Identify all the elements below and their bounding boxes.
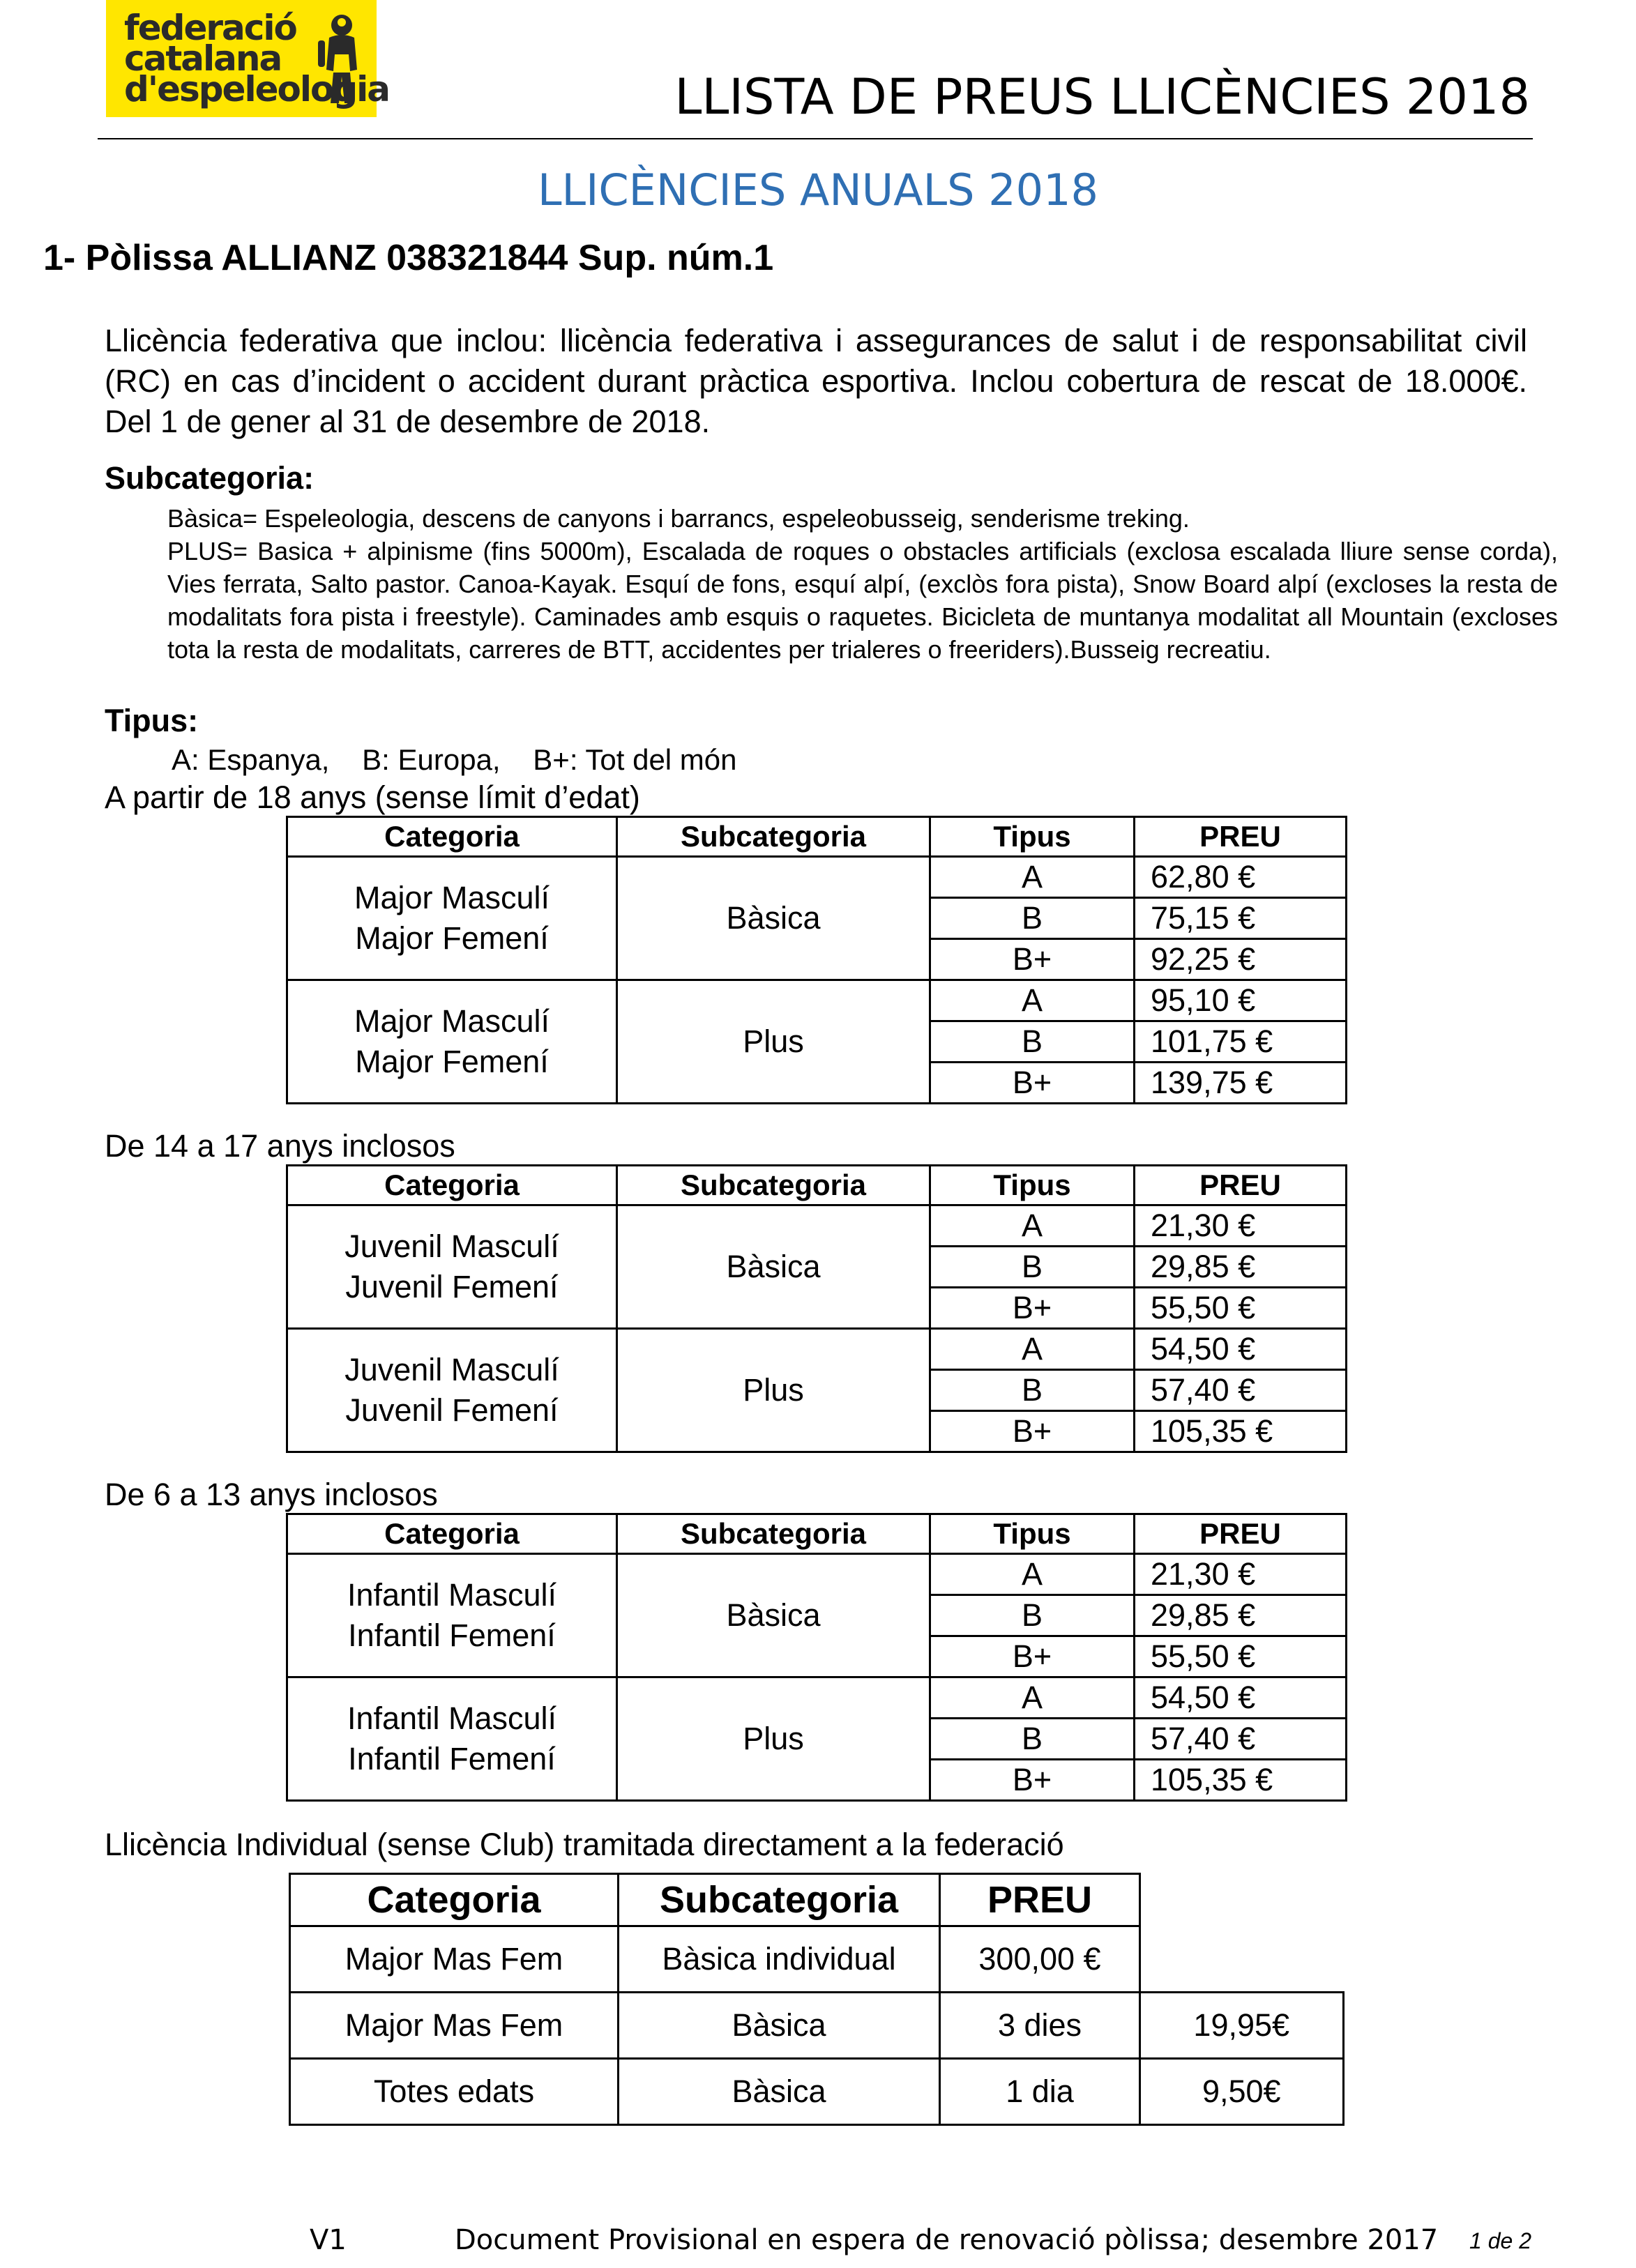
header-preu: PREU xyxy=(940,1874,1140,1926)
category-line-1: Juvenil Masculí xyxy=(344,1228,559,1264)
header-preu: PREU xyxy=(1135,1514,1347,1554)
category-cell xyxy=(287,980,617,1104)
header-categoria: Categoria xyxy=(287,1514,617,1554)
price-cell: 55,50 € xyxy=(1135,1288,1347,1329)
category-cell: Totes edats xyxy=(290,2059,619,2125)
age-range-youth: De 14 a 17 anys inclosos xyxy=(105,1128,455,1164)
individual-license-table xyxy=(289,1873,1345,2126)
type-cell: B xyxy=(930,1595,1135,1636)
price-table-youth xyxy=(286,1164,1347,1453)
category-cell xyxy=(287,1554,617,1677)
price-cell: 101,75 € xyxy=(1135,1021,1347,1063)
header-preu: PREU xyxy=(1135,817,1347,857)
category-line-1: Major Masculí xyxy=(354,880,550,915)
price-cell: 29,85 € xyxy=(1135,1595,1347,1636)
header-categoria: Categoria xyxy=(287,1166,617,1205)
price-cell: 21,30 € xyxy=(1135,1205,1347,1247)
price-cell: 21,30 € xyxy=(1135,1554,1347,1595)
table-row xyxy=(287,857,1347,898)
caver-figure-icon xyxy=(315,10,364,107)
price-cell: 19,95€ xyxy=(1140,1993,1344,2059)
header-categoria: Categoria xyxy=(287,817,617,857)
type-cell: B+ xyxy=(930,1760,1135,1801)
basic-description: Bàsica= Espeleologia, descens de canyons i barrancs, espeleobusseig, senderisme treking. xyxy=(167,504,1190,533)
category-cell xyxy=(287,1677,617,1801)
header-tipus: Tipus xyxy=(930,1514,1135,1554)
price-cell: 105,35 € xyxy=(1135,1760,1347,1801)
price-cell: 95,10 € xyxy=(1135,980,1347,1021)
price-cell: 300,00 € xyxy=(940,1926,1140,1993)
subcategory-cell: Plus xyxy=(617,1677,930,1801)
table-header-row xyxy=(290,1874,1344,1926)
subcategory-cell: Plus xyxy=(617,980,930,1104)
category-line-2: Infantil Femení xyxy=(348,1741,556,1776)
type-cell: A xyxy=(930,980,1135,1021)
type-cell: B+ xyxy=(930,939,1135,980)
intro-paragraph: Llicència federativa que inclou: llicència federativa i assegurances de salut i de responsabilitat civil (RC) en cas d’incident o accident durant pràctica esportiva. Inclou cobertura de rescat de 18.000€. Del 1 de gener al 31 de desembre de 2018. xyxy=(105,323,1527,439)
category-line-1: Juvenil Masculí xyxy=(344,1352,559,1387)
subcategory-cell: Bàsica xyxy=(617,1554,930,1677)
subcategory-cell: Bàsica xyxy=(617,857,930,980)
type-cell: B xyxy=(930,1719,1135,1760)
footer-note: Document Provisional en espera de renovació pòlissa; desembre 2017 xyxy=(455,2224,1439,2256)
subcategory-cell: Bàsica individual xyxy=(619,1926,940,1993)
table-row xyxy=(290,2059,1344,2125)
price-cell: 29,85 € xyxy=(1135,1247,1347,1288)
type-cell: B xyxy=(930,1247,1135,1288)
price-table-adult xyxy=(286,816,1347,1104)
table-row xyxy=(290,1993,1344,2059)
individual-license-lead: Llicència Individual (sense Club) tramitada directament a la federació xyxy=(105,1827,1064,1862)
logo-line-2: catalana xyxy=(124,38,282,79)
document-title: LLISTA DE PREUS LLICÈNCIES 2018 xyxy=(674,68,1530,125)
type-cell: B+ xyxy=(930,1063,1135,1104)
table-row xyxy=(290,1926,1344,1993)
price-cell: 55,50 € xyxy=(1135,1636,1347,1677)
category-cell xyxy=(287,857,617,980)
duration-cell: 3 dies xyxy=(940,1993,1140,2059)
subcategory-cell: Bàsica xyxy=(619,1993,940,2059)
price-cell: 105,35 € xyxy=(1135,1411,1347,1452)
price-cell: 139,75 € xyxy=(1135,1063,1347,1104)
header-subcategoria: Subcategoria xyxy=(617,1166,930,1205)
category-line-1: Major Masculí xyxy=(354,1003,550,1039)
section-title: LLICÈNCIES ANUALS 2018 xyxy=(537,165,1098,215)
policy-title: 1- Pòlissa ALLIANZ 038321844 Sup. núm.1 xyxy=(43,238,774,278)
empty-cell xyxy=(1140,1926,1344,1993)
table-header-row xyxy=(287,1166,1347,1205)
type-cell: A xyxy=(930,1677,1135,1719)
type-cell: B+ xyxy=(930,1411,1135,1452)
types-list-text: A: Espanya, B: Europa, B+: Tot del món xyxy=(172,743,737,776)
price-cell: 75,15 € xyxy=(1135,898,1347,939)
category-line-1: Infantil Masculí xyxy=(347,1700,557,1736)
header-subcategoria: Subcategoria xyxy=(619,1874,940,1926)
federation-logo xyxy=(106,0,390,117)
price-cell: 62,80 € xyxy=(1135,857,1347,898)
price-table-child xyxy=(286,1513,1347,1802)
type-cell: A xyxy=(930,857,1135,898)
price-cell: 54,50 € xyxy=(1135,1329,1347,1370)
subcategory-cell: Plus xyxy=(617,1329,930,1452)
category-cell xyxy=(287,1329,617,1452)
header-preu: PREU xyxy=(1135,1166,1347,1205)
header-subcategoria: Subcategoria xyxy=(617,1514,930,1554)
table-row xyxy=(287,1329,1347,1370)
header-categoria: Categoria xyxy=(290,1874,619,1926)
price-cell: 57,40 € xyxy=(1135,1719,1347,1760)
title-divider xyxy=(98,138,1533,139)
subcategory-cell: Bàsica xyxy=(617,1205,930,1329)
empty-header-cell xyxy=(1140,1874,1344,1926)
subcategory-heading: Subcategoria: xyxy=(105,460,315,496)
subcategory-cell: Bàsica xyxy=(619,2059,940,2125)
category-line-2: Major Femení xyxy=(355,1044,549,1079)
type-cell: B xyxy=(930,1370,1135,1411)
header-tipus: Tipus xyxy=(930,817,1135,857)
table-row xyxy=(287,1677,1347,1719)
price-cell: 9,50€ xyxy=(1140,2059,1344,2125)
category-line-2: Infantil Femení xyxy=(348,1618,556,1653)
logo-line-1: federació xyxy=(124,8,296,48)
type-cell: A xyxy=(930,1205,1135,1247)
table-header-row xyxy=(287,817,1347,857)
types-list xyxy=(172,743,737,777)
type-cell: B xyxy=(930,1021,1135,1063)
types-heading: Tipus: xyxy=(105,703,199,738)
price-cell: 92,25 € xyxy=(1135,939,1347,980)
subcategory-descriptions xyxy=(167,502,1558,666)
type-cell: A xyxy=(930,1554,1135,1595)
category-line-2: Juvenil Femení xyxy=(345,1392,559,1428)
type-cell: B+ xyxy=(930,1288,1135,1329)
category-cell: Major Mas Fem xyxy=(290,1926,619,1993)
plus-description: PLUS= Basica + alpinisme (fins 5000m), Escalada de roques o obstacles artificials (exclosa escalada lliure sense corda), Vies ferrata, Salto pastor. Canoa-Kayak. Esquí de fons, esquí alpí, (exclòs fora pista), Snow Board alpí (excloses la resta de modalitats fora pista i freestyle). Caminades amb esquis o raquetes. Bicicleta de muntanya modalitat all Mountain (excloses tota la resta de modalitats, carreres de BTT, accidentes per trialeres o freeriders).Busseig recreatiu. xyxy=(167,537,1558,664)
duration-cell: 1 dia xyxy=(940,2059,1140,2125)
category-cell: Major Mas Fem xyxy=(290,1993,619,2059)
type-cell: B+ xyxy=(930,1636,1135,1677)
type-cell: A xyxy=(930,1329,1135,1370)
category-cell xyxy=(287,1205,617,1329)
table-row xyxy=(287,1205,1347,1247)
footer-version: V1 xyxy=(310,2224,347,2256)
table-header-row xyxy=(287,1514,1347,1554)
category-line-1: Infantil Masculí xyxy=(347,1577,557,1613)
table-row xyxy=(287,980,1347,1021)
logo-line-3: d'espeleologia xyxy=(124,69,390,109)
category-line-2: Major Femení xyxy=(355,920,549,956)
type-cell: B xyxy=(930,898,1135,939)
age-range-child: De 6 a 13 anys inclosos xyxy=(105,1477,438,1512)
header-subcategoria: Subcategoria xyxy=(617,817,930,857)
category-line-2: Juvenil Femení xyxy=(345,1269,559,1304)
age-range-adult: A partir de 18 anys (sense límit d’edat) xyxy=(105,779,640,815)
header-tipus: Tipus xyxy=(930,1166,1135,1205)
price-cell: 57,40 € xyxy=(1135,1370,1347,1411)
page-number: 1 de 2 xyxy=(1469,2228,1531,2253)
table-row xyxy=(287,1554,1347,1595)
price-cell: 54,50 € xyxy=(1135,1677,1347,1719)
